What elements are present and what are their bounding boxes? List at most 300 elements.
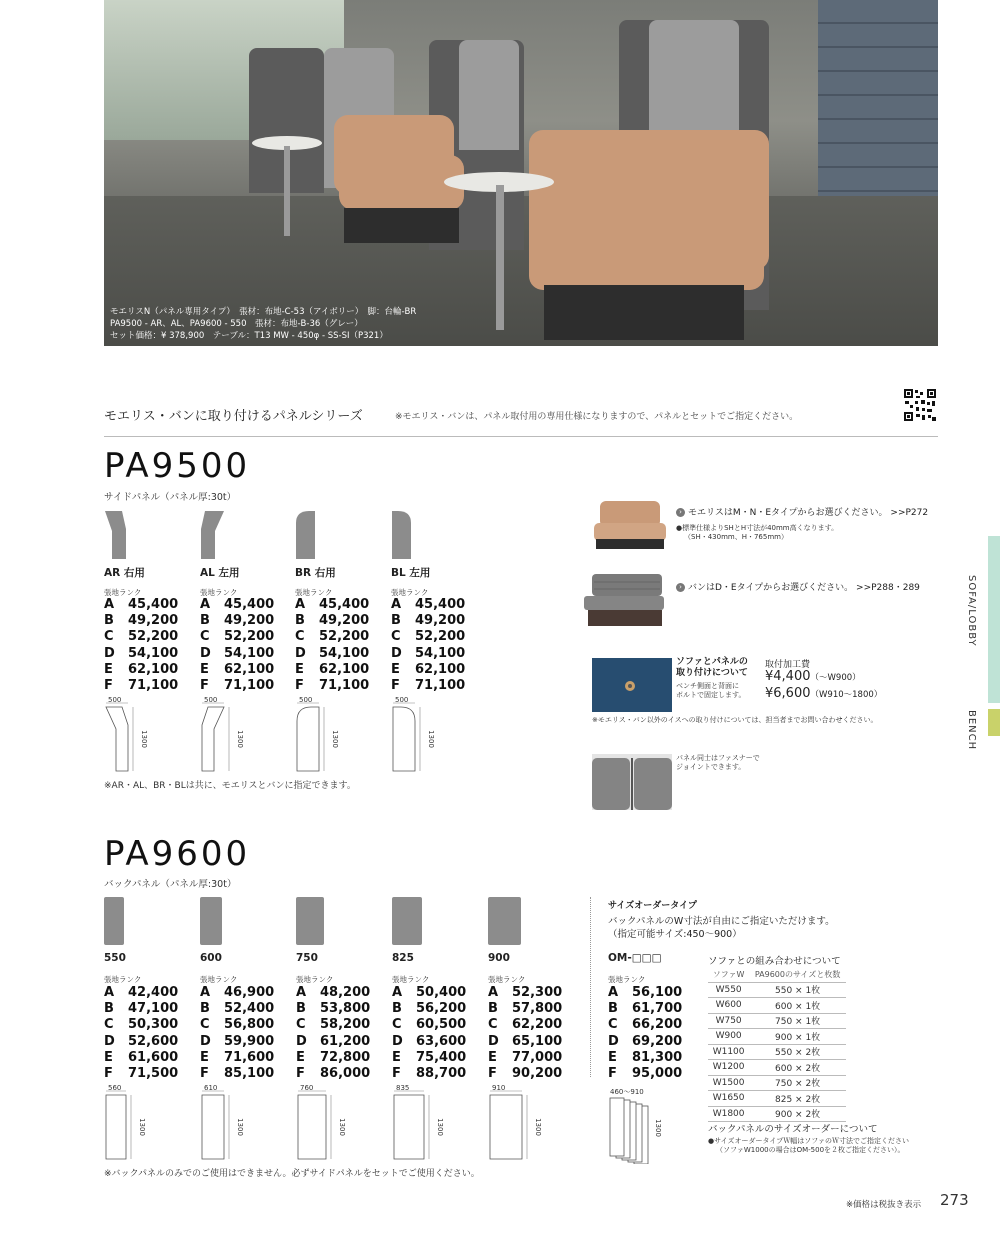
- price-row: [104, 613, 194, 629]
- price-value: 46,900: [224, 985, 275, 1000]
- price-value: 71,600: [224, 1049, 275, 1065]
- price-value: 61,600: [128, 1049, 179, 1065]
- price-value: 52,200: [128, 629, 179, 645]
- price-row: [295, 678, 385, 694]
- grade-letter: D: [104, 1033, 115, 1049]
- rank-label: 張地ランク: [104, 588, 142, 597]
- combo-row: [708, 1029, 846, 1045]
- width-label: 835: [396, 1085, 410, 1092]
- price-row: [296, 1001, 386, 1017]
- height-label: 1300: [236, 1118, 244, 1136]
- width-label: 560: [108, 1085, 122, 1092]
- combo-sofa-width: W1800: [708, 1106, 749, 1122]
- rank-label: 張地ランク: [200, 975, 238, 984]
- price-value: 66,200: [632, 1017, 683, 1033]
- grade-letter: B: [392, 1001, 402, 1017]
- price-value: 49,200: [128, 613, 179, 629]
- price-list: [200, 597, 290, 694]
- back-order-title: バックパネルのサイズオーダーについて: [708, 1124, 878, 1135]
- dimension-drawing: [296, 1085, 356, 1163]
- grade-letter: E: [391, 661, 400, 677]
- grade-letter: B: [104, 613, 114, 629]
- price-value: 49,200: [224, 613, 275, 629]
- price-row: [392, 1001, 482, 1017]
- combo-row: [708, 1075, 846, 1091]
- fee-1: ¥4,400（〜W900）: [765, 669, 861, 684]
- combo-panel-size: 550 × 2枚: [749, 1044, 846, 1060]
- arrow-right-icon: ›: [676, 508, 685, 517]
- price-value: 50,300: [128, 1017, 179, 1033]
- grade-letter: C: [488, 1017, 498, 1033]
- grade-letter: F: [296, 1065, 305, 1081]
- grade-letter: F: [200, 1065, 209, 1081]
- price-value: 47,100: [128, 1001, 179, 1017]
- price-row: [104, 1017, 194, 1033]
- price-row: [200, 1066, 290, 1082]
- back-order-line-2: （ソファW1000の場合はOM-500を２枚ご指定ください）。: [716, 1146, 905, 1154]
- combo-panel-size: 750 × 1枚: [749, 1013, 846, 1029]
- combo-sofa-width: W1100: [708, 1044, 749, 1060]
- qr-code-icon[interactable]: [903, 388, 937, 422]
- grade-letter: C: [296, 1017, 306, 1033]
- price-list: [295, 597, 385, 694]
- rank-label: 張地ランク: [295, 588, 333, 597]
- grade-letter: E: [488, 1049, 497, 1065]
- grade-letter: A: [200, 597, 211, 612]
- price-value: 57,800: [512, 1001, 563, 1017]
- dimension-drawing: [391, 697, 451, 775]
- price-value: 88,700: [416, 1065, 467, 1081]
- price-value: 60,500: [416, 1017, 467, 1033]
- back-panel-825-shape: [392, 897, 424, 947]
- price-value: 85,100: [224, 1065, 275, 1081]
- pa9600-subtitle: バックパネル（パネル厚:30t）: [104, 879, 237, 890]
- grade-letter: D: [295, 645, 306, 661]
- price-value: 56,100: [632, 985, 683, 1000]
- combo-sofa-width: W900: [708, 1029, 749, 1045]
- moeris-sofa-image: [592, 497, 674, 553]
- width-label: 610: [204, 1085, 218, 1092]
- price-value: 54,100: [319, 645, 370, 661]
- grade-letter: C: [104, 1017, 114, 1033]
- price-value: 52,300: [512, 985, 563, 1000]
- price-value: 42,400: [128, 985, 179, 1000]
- price-row: [488, 985, 578, 1001]
- price-row: [608, 985, 698, 1001]
- price-row: [488, 1050, 578, 1066]
- grade-letter: E: [296, 1049, 305, 1065]
- combo-panel-size: 600 × 2枚: [749, 1060, 846, 1076]
- pa9600-note: ※バックパネルのみでのご使用はできません。必ずサイドパネルをセットでご使用ください。: [104, 1169, 480, 1179]
- price-row: [296, 1066, 386, 1082]
- combo-title: ソファとの組み合わせについて: [708, 956, 841, 967]
- price-row: [104, 678, 194, 694]
- price-value: 45,400: [128, 597, 179, 612]
- price-value: 71,100: [128, 677, 179, 693]
- grade-letter: B: [391, 613, 401, 629]
- fee-2: ¥6,600（W910〜1800）: [765, 686, 883, 701]
- height-label: 1300: [331, 730, 339, 748]
- rank-label: 張地ランク: [392, 975, 430, 984]
- price-value: 65,100: [512, 1033, 563, 1049]
- price-row: [296, 985, 386, 1001]
- rank-label: 張地ランク: [608, 975, 646, 984]
- price-list: [488, 985, 578, 1082]
- combo-sofa-width: W750: [708, 1013, 749, 1029]
- price-value: 54,100: [128, 645, 179, 661]
- moeris-sub-2: （SH・430mm、H・765mm）: [684, 533, 788, 541]
- sidebar-tab-sofa[interactable]: [988, 536, 1000, 703]
- series-note: ※モエリス・バンは、パネル取付用の専用仕様になりますので、パネルとセットでご指定ください。: [395, 412, 799, 422]
- price-row: [104, 1066, 194, 1082]
- combo-row: [708, 1106, 846, 1122]
- attach-detail-image: [592, 658, 672, 712]
- price-value: 69,200: [632, 1033, 683, 1049]
- pa9600-title: PA9600: [104, 834, 251, 874]
- rank-label: 張地ランク: [488, 975, 526, 984]
- width-label: 500: [299, 697, 313, 704]
- dimension-drawing: [295, 697, 355, 775]
- price-row: [296, 1050, 386, 1066]
- grade-letter: E: [104, 1049, 113, 1065]
- width-label: 910: [492, 1085, 506, 1092]
- dimension-drawing: [104, 1085, 164, 1163]
- price-list: [104, 985, 194, 1082]
- rank-label: 張地ランク: [391, 588, 429, 597]
- width-label: 500: [108, 697, 122, 704]
- width-label: 760: [300, 1085, 314, 1092]
- price-row: [200, 646, 290, 662]
- moeris-sub-1: ●標準仕様よりSHとH寸法が40mm高くなります。: [676, 524, 839, 532]
- tax-note: ※価格は税抜き表示: [846, 1200, 922, 1210]
- price-list: [391, 597, 481, 694]
- grade-letter: B: [296, 1001, 306, 1017]
- height-label: 1300: [654, 1119, 662, 1137]
- height-label: 1300: [140, 730, 148, 748]
- ban-info: › バンはD・Eタイプからお選びください。 >>P288・289: [676, 580, 920, 593]
- price-value: 48,200: [320, 985, 371, 1000]
- price-value: 61,700: [632, 1001, 683, 1017]
- grade-letter: E: [295, 661, 304, 677]
- price-value: 81,300: [632, 1049, 683, 1065]
- grade-letter: B: [104, 1001, 114, 1017]
- size-order-desc-1: バックパネルのW寸法が自由にご指定いただけます。: [608, 916, 835, 927]
- grade-letter: B: [295, 613, 305, 629]
- combo-sofa-width: W1500: [708, 1075, 749, 1091]
- sidebar-tab-bench[interactable]: [988, 709, 1000, 736]
- price-list: [392, 985, 482, 1082]
- grade-letter: B: [200, 1001, 210, 1017]
- grade-letter: C: [608, 1017, 618, 1033]
- price-row: [392, 985, 482, 1001]
- price-row: [488, 1066, 578, 1082]
- price-row: [608, 1034, 698, 1050]
- grade-letter: A: [608, 985, 619, 1000]
- size-order-title: サイズオーダータイプ: [608, 901, 697, 911]
- back-panel-600-shape: [200, 897, 224, 947]
- combo-header-size: PA9600のサイズと枚数: [749, 967, 846, 982]
- price-value: 62,100: [224, 661, 275, 677]
- moeris-info: › モエリスはM・N・Eタイプからお選びください。 >>P272: [676, 505, 928, 518]
- combo-row: [708, 982, 846, 998]
- pa9500-note: ※AR・AL、BR・BLは共に、モエリスとバンに指定できます。: [104, 781, 356, 791]
- attach-title: ソファとパネルの 取り付けについて: [676, 657, 748, 678]
- price-value: 86,000: [320, 1065, 371, 1081]
- price-row: [608, 1001, 698, 1017]
- price-list: [608, 985, 698, 1082]
- price-value: 71,100: [319, 677, 370, 693]
- price-value: 63,600: [416, 1033, 467, 1049]
- price-value: 62,100: [415, 661, 466, 677]
- grade-letter: D: [488, 1033, 499, 1049]
- grade-letter: B: [488, 1001, 498, 1017]
- width-label: 500: [395, 697, 409, 704]
- grade-letter: D: [391, 645, 402, 661]
- price-row: [295, 646, 385, 662]
- photo-caption: モエリスN（パネル専用タイプ） 張材：布地-C-53（アイボリー） 脚：台輪-BR PA9500 - AR、AL、PA9600 - 550 張材：布地-B-36（グレー） セット価格：¥ 378,900 テーブル：T13 MW - 450φ - SS-SI（P321）: [110, 307, 417, 341]
- item-name: BL 左用: [391, 567, 431, 579]
- price-value: 62,200: [512, 1017, 563, 1033]
- price-value: 62,100: [128, 661, 179, 677]
- back-order-line-1: ●サイズオーダータイプＷ幅はソファのＷ寸法でご指定ください: [708, 1137, 910, 1145]
- price-row: [391, 678, 481, 694]
- back-panel-900-shape: [488, 897, 522, 947]
- dimension-drawing: [608, 1086, 678, 1164]
- rank-label: 張地ランク: [200, 588, 238, 597]
- grade-letter: C: [295, 629, 305, 645]
- price-row: [391, 629, 481, 645]
- dimension-drawing: [200, 1085, 260, 1163]
- price-list: [296, 985, 386, 1082]
- price-value: 52,200: [319, 629, 370, 645]
- grade-letter: A: [488, 985, 499, 1000]
- grade-letter: E: [200, 1049, 209, 1065]
- price-row: [104, 1001, 194, 1017]
- price-value: 58,200: [320, 1017, 371, 1033]
- price-row: [391, 662, 481, 678]
- height-label: 1300: [427, 730, 435, 748]
- rank-label: 張地ランク: [296, 975, 334, 984]
- price-row: [295, 597, 385, 613]
- item-name: 550: [104, 952, 126, 964]
- combo-row: [708, 998, 846, 1014]
- dimension-drawing: [392, 1085, 452, 1163]
- size-order-model: OM-□□□: [608, 952, 662, 964]
- height-label: 1300: [534, 1118, 542, 1136]
- grade-letter: F: [295, 677, 304, 693]
- arrow-right-icon: ›: [676, 583, 685, 592]
- price-row: [488, 1017, 578, 1033]
- price-row: [488, 1034, 578, 1050]
- combo-sofa-width: W600: [708, 998, 749, 1014]
- grade-letter: C: [391, 629, 401, 645]
- grade-letter: A: [392, 985, 403, 1000]
- item-name: 750: [296, 952, 318, 964]
- joint-info: パネル同士はファスナーで ジョイントできます。: [676, 754, 760, 771]
- price-row: [104, 985, 194, 1001]
- grade-letter: A: [104, 597, 115, 612]
- price-row: [104, 629, 194, 645]
- divider: [104, 436, 938, 437]
- price-value: 71,500: [128, 1065, 179, 1081]
- price-value: 45,400: [224, 597, 275, 612]
- price-value: 52,200: [415, 629, 466, 645]
- item-name: AR 右用: [104, 567, 145, 579]
- grade-letter: D: [200, 1033, 211, 1049]
- grade-letter: F: [608, 1065, 617, 1081]
- dimension-drawing: [200, 697, 260, 775]
- price-value: 50,400: [416, 985, 467, 1000]
- series-title: モエリス・バンに取り付けるパネルシリーズ: [104, 409, 363, 424]
- price-list: [104, 597, 194, 694]
- price-value: 52,600: [128, 1033, 179, 1049]
- grade-letter: D: [392, 1033, 403, 1049]
- fee-label: 取付加工費: [765, 660, 811, 670]
- ban-bench-image: [582, 570, 674, 628]
- side-panel-ar-shape: [104, 509, 134, 561]
- price-row: [608, 1050, 698, 1066]
- side-panel-bl-shape: [391, 509, 421, 561]
- price-value: 52,400: [224, 1001, 275, 1017]
- price-row: [104, 1050, 194, 1066]
- grade-letter: E: [200, 661, 209, 677]
- price-row: [104, 646, 194, 662]
- price-value: 71,100: [224, 677, 275, 693]
- price-row: [391, 613, 481, 629]
- grade-letter: F: [104, 1065, 113, 1081]
- price-row: [608, 1066, 698, 1082]
- combo-row: [708, 1044, 846, 1060]
- combo-panel-size: 900 × 1枚: [749, 1029, 846, 1045]
- price-value: 90,200: [512, 1065, 563, 1081]
- combo-row: [708, 1060, 846, 1076]
- pa9500-subtitle: サイドパネル（パネル厚:30t）: [104, 492, 237, 503]
- price-value: 95,000: [632, 1065, 683, 1081]
- size-order-desc-2: （指定可能サイズ:450〜900）: [608, 929, 742, 940]
- grade-letter: F: [200, 677, 209, 693]
- grade-letter: B: [200, 613, 210, 629]
- price-row: [392, 1034, 482, 1050]
- price-row: [200, 1034, 290, 1050]
- price-row: [295, 629, 385, 645]
- grade-letter: E: [392, 1049, 401, 1065]
- price-row: [296, 1017, 386, 1033]
- rank-label: 張地ランク: [104, 975, 142, 984]
- price-value: 54,100: [224, 645, 275, 661]
- price-row: [392, 1050, 482, 1066]
- price-row: [200, 629, 290, 645]
- price-value: 53,800: [320, 1001, 371, 1017]
- height-label: 1300: [236, 730, 244, 748]
- price-row: [104, 597, 194, 613]
- item-name: 900: [488, 952, 510, 964]
- item-name: AL 左用: [200, 567, 240, 579]
- grade-letter: C: [200, 1017, 210, 1033]
- sidebar-label-sofa: SOFA/LOBBY: [966, 575, 977, 647]
- price-row: [391, 646, 481, 662]
- grade-letter: A: [295, 597, 306, 612]
- grade-letter: D: [104, 645, 115, 661]
- grade-letter: C: [200, 629, 210, 645]
- combo-sofa-width: W550: [708, 982, 749, 998]
- grade-letter: F: [488, 1065, 497, 1081]
- grade-letter: C: [104, 629, 114, 645]
- price-row: [392, 1066, 482, 1082]
- joint-image: [592, 754, 672, 810]
- price-row: [200, 1017, 290, 1033]
- grade-letter: D: [608, 1033, 619, 1049]
- price-row: [295, 662, 385, 678]
- combo-panel-size: 750 × 2枚: [749, 1075, 846, 1091]
- combo-row: [708, 1013, 846, 1029]
- price-value: 56,800: [224, 1017, 275, 1033]
- price-value: 71,100: [415, 677, 466, 693]
- price-value: 75,400: [416, 1049, 467, 1065]
- combo-sofa-width: W1200: [708, 1060, 749, 1076]
- side-panel-al-shape: [200, 509, 230, 561]
- grade-letter: F: [392, 1065, 401, 1081]
- pa9500-title: PA9500: [104, 446, 251, 486]
- price-row: [391, 597, 481, 613]
- sidebar-label-bench: BENCH: [966, 710, 977, 751]
- height-label: 1300: [138, 1118, 146, 1136]
- grade-letter: F: [104, 677, 113, 693]
- price-value: 45,400: [415, 597, 466, 612]
- grade-letter: C: [392, 1017, 402, 1033]
- grade-letter: F: [391, 677, 400, 693]
- combo-panel-size: 600 × 1枚: [749, 998, 846, 1014]
- price-row: [488, 1001, 578, 1017]
- price-value: 49,200: [319, 613, 370, 629]
- price-value: 77,000: [512, 1049, 563, 1065]
- page-number: 273: [940, 1191, 969, 1209]
- item-name: 600: [200, 952, 222, 964]
- grade-letter: A: [296, 985, 307, 1000]
- dimension-drawing: [488, 1085, 548, 1163]
- price-row: [200, 613, 290, 629]
- price-value: 49,200: [415, 613, 466, 629]
- side-panel-br-shape: [295, 509, 325, 561]
- price-row: [200, 678, 290, 694]
- price-value: 54,100: [415, 645, 466, 661]
- price-value: 72,800: [320, 1049, 371, 1065]
- back-panel-750-shape: [296, 897, 326, 947]
- grade-letter: D: [296, 1033, 307, 1049]
- grade-letter: A: [104, 985, 115, 1000]
- back-panel-550-shape: [104, 897, 126, 947]
- width-label: 500: [204, 697, 218, 704]
- price-row: [392, 1017, 482, 1033]
- width-label: 460〜910: [610, 1088, 644, 1096]
- price-value: 52,200: [224, 629, 275, 645]
- price-row: [200, 597, 290, 613]
- hero-photo: [104, 0, 938, 346]
- price-row: [200, 985, 290, 1001]
- price-row: [104, 1034, 194, 1050]
- price-row: [104, 662, 194, 678]
- attach-note: ※モエリス・バン以外のイスへの取り付けについては、担当者までお問い合わせください。: [592, 716, 878, 724]
- price-value: 59,900: [224, 1033, 275, 1049]
- price-value: 45,400: [319, 597, 370, 612]
- price-row: [295, 613, 385, 629]
- price-row: [296, 1034, 386, 1050]
- price-row: [200, 662, 290, 678]
- price-row: [608, 1017, 698, 1033]
- combo-header-sofa: ソファW: [708, 967, 749, 982]
- combo-panel-size: 900 × 2枚: [749, 1106, 846, 1122]
- combo-panel-size: 825 × 2枚: [749, 1091, 846, 1107]
- divider-dotted: [590, 897, 592, 1077]
